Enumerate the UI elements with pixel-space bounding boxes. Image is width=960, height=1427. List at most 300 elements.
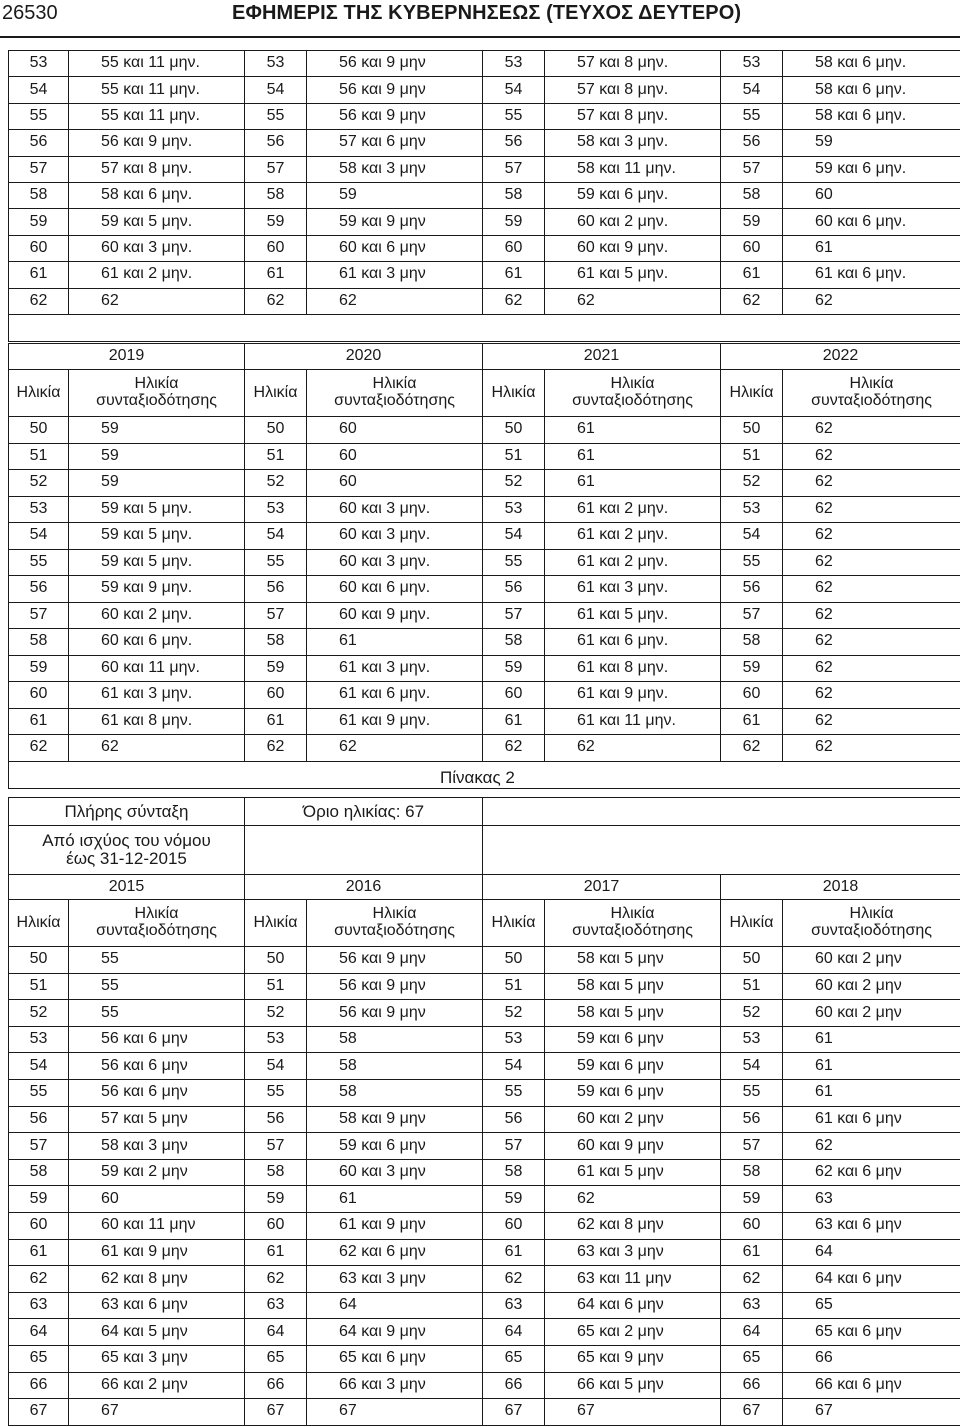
pension-age-cell: 66 και 6 μην [783, 1372, 960, 1399]
age-cell: 63 [721, 1292, 783, 1319]
age-cell: 62 [483, 1266, 545, 1293]
pension-age-cell: 60 [307, 443, 483, 470]
table-row [9, 629, 960, 656]
age-cell: 56 [9, 576, 69, 603]
pension-age-cell: 59 και 6 μην [545, 1053, 721, 1080]
pension-age-cell: 62 [69, 288, 245, 314]
pension-age-cell: 58 και 5 μην [545, 947, 721, 974]
age-cell: 55 [9, 549, 69, 576]
age-cell: 65 [9, 1345, 69, 1372]
year-header: 2017 [483, 875, 721, 900]
pension-age-cell: 60 [783, 182, 960, 208]
pension-age-cell: 57 και 8 μην. [545, 103, 721, 129]
pension-age-cell: 61 και 8 μην. [69, 708, 245, 735]
pension-age-cell: 58 και 6 μην. [783, 51, 960, 77]
age-cell: 58 [9, 629, 69, 656]
pension-age-cell: 62 [783, 496, 960, 523]
pension-age-cell: 59 [69, 470, 245, 497]
age-table-2019-2022 [8, 343, 960, 789]
pension-age-cell: 60 και 3 μην. [69, 235, 245, 261]
pension-age-column-header: Ηλικία συνταξιοδότησης [307, 900, 483, 947]
pension-age-cell: 62 [69, 735, 245, 762]
age-cell: 58 [721, 629, 783, 656]
age-cell: 53 [9, 51, 69, 77]
pension-age-cell: 65 και 2 μην [545, 1319, 721, 1346]
pension-age-cell: 61 και 5 μην [545, 1159, 721, 1186]
age-column-header: Ηλικία [245, 370, 307, 417]
year-header: 2022 [721, 344, 960, 370]
table-row [9, 209, 960, 235]
age-cell: 51 [721, 443, 783, 470]
pension-age-cell: 60 και 3 μην. [307, 523, 483, 550]
pension-age-cell: 62 [783, 629, 960, 656]
age-cell: 57 [483, 602, 545, 629]
pension-age-cell: 61 και 3 μην. [545, 576, 721, 603]
age-cell: 58 [721, 182, 783, 208]
pension-age-cell: 63 και 11 μην [545, 1266, 721, 1293]
age-cell: 53 [245, 496, 307, 523]
pension-age-cell: 62 [783, 576, 960, 603]
age-cell: 61 [483, 262, 545, 288]
age-cell: 67 [9, 1399, 69, 1426]
table-row [9, 130, 960, 156]
table-row [9, 1053, 960, 1080]
age-cell: 53 [721, 496, 783, 523]
age-cell: 55 [245, 1079, 307, 1106]
pension-age-cell: 61 και 6 μην [783, 1106, 960, 1133]
age-cell: 60 [721, 682, 783, 709]
pension-age-cell: 62 [783, 417, 960, 444]
age-cell: 52 [245, 1000, 307, 1027]
age-cell: 50 [245, 947, 307, 974]
table-row [9, 156, 960, 182]
pension-age-cell: 55 και 11 μην. [69, 103, 245, 129]
page-header [0, 0, 960, 40]
age-cell: 55 [483, 103, 545, 129]
age-cell: 64 [245, 1319, 307, 1346]
age-cell: 60 [483, 1212, 545, 1239]
pension-age-cell: 63 και 6 μην [69, 1292, 245, 1319]
age-cell: 53 [245, 1026, 307, 1053]
age-column-header: Ηλικία [721, 900, 783, 947]
age-cell: 59 [9, 1186, 69, 1213]
pension-age-cell: 59 και 6 μην. [783, 156, 960, 182]
pension-age-cell: 58 και 11 μην. [545, 156, 721, 182]
effective-period-row [9, 826, 960, 875]
age-cell: 54 [721, 523, 783, 550]
pension-age-cell: 61 [783, 1079, 960, 1106]
age-cell: 66 [721, 1372, 783, 1399]
pension-age-cell: 56 και 9 μην [307, 1000, 483, 1027]
pension-age-cell: 63 [783, 1186, 960, 1213]
age-cell: 57 [9, 156, 69, 182]
pension-age-cell: 62 [545, 1186, 721, 1213]
age-cell: 60 [245, 1212, 307, 1239]
age-cell: 57 [721, 1133, 783, 1160]
pension-age-cell: 66 [783, 1345, 960, 1372]
pension-age-cell: 62 και 8 μην [545, 1212, 721, 1239]
table-row [9, 523, 960, 550]
table-row [9, 470, 960, 497]
column-header-group [9, 900, 960, 947]
pension-age-cell: 60 [69, 1186, 245, 1213]
pension-age-cell: 62 [783, 602, 960, 629]
table-row [9, 1133, 960, 1160]
age-cell: 54 [9, 523, 69, 550]
age-cell: 60 [9, 682, 69, 709]
pension-age-cell: 60 και 3 μην. [307, 496, 483, 523]
age-cell: 52 [483, 1000, 545, 1027]
pension-age-cell: 55 [69, 947, 245, 974]
pension-age-cell: 62 [545, 735, 721, 762]
age-cell: 56 [483, 576, 545, 603]
pension-age-cell: 62 [783, 708, 960, 735]
pension-age-cell: 58 και 6 μην. [783, 77, 960, 103]
age-cell: 67 [245, 1399, 307, 1426]
table-row [9, 708, 960, 735]
age-cell: 53 [9, 1026, 69, 1053]
pension-age-cell: 60 και 9 μην. [307, 602, 483, 629]
pension-age-cell: 60 και 2 μην [783, 947, 960, 974]
age-cell: 62 [245, 735, 307, 762]
age-cell: 56 [245, 1106, 307, 1133]
pension-age-cell: 61 και 9 μην. [545, 682, 721, 709]
age-cell: 56 [721, 130, 783, 156]
age-cell: 53 [9, 496, 69, 523]
pension-age-cell: 66 και 5 μην [545, 1372, 721, 1399]
pension-age-cell: 56 και 9 μην [307, 973, 483, 1000]
table-row [9, 1026, 960, 1053]
age-cell: 59 [721, 655, 783, 682]
age-cell: 61 [245, 1239, 307, 1266]
age-cell: 52 [9, 470, 69, 497]
year-header: 2019 [9, 344, 245, 370]
age-cell: 64 [483, 1319, 545, 1346]
pension-age-cell: 60 και 2 μην [783, 973, 960, 1000]
table-row [9, 235, 960, 261]
age-cell: 50 [9, 947, 69, 974]
table-row [9, 655, 960, 682]
pension-age-cell: 62 [783, 523, 960, 550]
age-cell: 67 [721, 1399, 783, 1426]
pension-age-cell: 63 και 6 μην [783, 1212, 960, 1239]
age-cell: 58 [483, 1159, 545, 1186]
age-cell: 52 [245, 470, 307, 497]
age-cell: 54 [483, 1053, 545, 1080]
age-cell: 60 [245, 235, 307, 261]
pension-age-cell: 59 και 6 μην [545, 1079, 721, 1106]
age-cell: 65 [245, 1345, 307, 1372]
pension-age-cell: 60 και 6 μην [307, 235, 483, 261]
pension-age-cell: 60 και 2 μην. [545, 209, 721, 235]
age-cell: 55 [483, 1079, 545, 1106]
pension-age-column-header: Ηλικία συνταξιοδότησης [783, 370, 960, 417]
pension-age-cell: 59 και 5 μην. [69, 209, 245, 235]
age-cell: 60 [9, 235, 69, 261]
age-cell: 59 [721, 209, 783, 235]
effective-period-label: Από ισχύος του νόμου έως 31-12-2015 [9, 826, 245, 875]
pension-age-cell: 57 και 6 μην [307, 130, 483, 156]
age-cell: 54 [9, 1053, 69, 1080]
age-table-2015-2018 [8, 797, 960, 1426]
table-row [9, 1212, 960, 1239]
age-cell: 65 [483, 1345, 545, 1372]
pension-age-cell: 61 και 3 μην. [69, 682, 245, 709]
age-cell: 55 [721, 103, 783, 129]
age-cell: 51 [245, 443, 307, 470]
age-cell: 60 [721, 1212, 783, 1239]
pension-age-cell: 61 και 9 μην. [307, 708, 483, 735]
pension-age-cell: 60 και 6 μην. [307, 576, 483, 603]
table-row [9, 1319, 960, 1346]
age-cell: 62 [245, 288, 307, 314]
age-cell: 60 [9, 1212, 69, 1239]
age-cell: 67 [483, 1399, 545, 1426]
pension-age-cell: 67 [783, 1399, 960, 1426]
pension-age-cell: 60 και 11 μην [69, 1212, 245, 1239]
year-header-row [9, 344, 960, 370]
pension-age-cell: 61 και 5 μην. [545, 602, 721, 629]
year-header-row [9, 875, 960, 900]
table-row [9, 103, 960, 129]
age-cell: 54 [245, 77, 307, 103]
table-row [9, 576, 960, 603]
pension-age-cell: 61 [545, 417, 721, 444]
pension-age-cell: 61 και 6 μην. [545, 629, 721, 656]
pension-age-cell: 60 [307, 417, 483, 444]
age-column-header: Ηλικία [9, 900, 69, 947]
age-cell: 50 [245, 417, 307, 444]
table-spacer-row [9, 314, 960, 341]
age-cell: 61 [721, 1239, 783, 1266]
pension-age-cell: 56 και 9 μην [307, 103, 483, 129]
pension-age-cell: 61 [545, 470, 721, 497]
age-cell: 59 [9, 655, 69, 682]
age-cell: 54 [245, 523, 307, 550]
age-cell: 58 [721, 1159, 783, 1186]
age-cell: 62 [9, 1266, 69, 1293]
age-limit-label: Όριο ηλικίας: 67 [245, 798, 483, 826]
pension-age-cell: 63 και 3 μην [545, 1239, 721, 1266]
age-cell: 55 [721, 1079, 783, 1106]
age-cell: 54 [483, 523, 545, 550]
age-cell: 59 [9, 209, 69, 235]
pension-age-cell: 62 [783, 682, 960, 709]
age-cell: 52 [721, 1000, 783, 1027]
pension-age-cell: 59 [783, 130, 960, 156]
age-cell: 57 [245, 1133, 307, 1160]
pension-age-cell: 59 [69, 443, 245, 470]
age-cell: 60 [483, 235, 545, 261]
table-row [9, 1159, 960, 1186]
age-cell: 55 [245, 549, 307, 576]
pension-age-cell: 60 [307, 470, 483, 497]
age-column-header: Ηλικία [245, 900, 307, 947]
pension-age-cell: 61 [307, 629, 483, 656]
age-cell: 53 [245, 51, 307, 77]
age-cell: 60 [245, 682, 307, 709]
pension-age-cell: 59 και 9 μην [307, 209, 483, 235]
age-cell: 61 [9, 1239, 69, 1266]
table-row [9, 735, 960, 762]
age-cell: 56 [483, 130, 545, 156]
pension-age-cell: 58 [307, 1026, 483, 1053]
pension-age-cell: 64 [307, 1292, 483, 1319]
pension-age-cell: 59 και 6 μην [545, 1026, 721, 1053]
age-cell: 50 [483, 947, 545, 974]
table-row [9, 1345, 960, 1372]
age-cell: 63 [9, 1292, 69, 1319]
pension-age-cell: 60 και 3 μην [307, 1159, 483, 1186]
age-cell: 50 [721, 417, 783, 444]
pension-age-cell: 64 και 6 μην [545, 1292, 721, 1319]
pension-age-cell: 59 και 5 μην. [69, 523, 245, 550]
pension-age-cell: 64 [783, 1239, 960, 1266]
age-cell: 62 [483, 735, 545, 762]
age-cell: 56 [721, 576, 783, 603]
age-cell: 56 [9, 130, 69, 156]
pension-age-column-header: Ηλικία συνταξιοδότησης [545, 900, 721, 947]
age-cell: 64 [721, 1319, 783, 1346]
age-cell: 58 [245, 629, 307, 656]
pension-age-cell: 63 και 3 μην [307, 1266, 483, 1293]
age-cell: 58 [9, 1159, 69, 1186]
year-header: 2016 [245, 875, 483, 900]
age-cell: 55 [721, 549, 783, 576]
age-cell: 59 [245, 209, 307, 235]
table-row [9, 1239, 960, 1266]
age-cell: 53 [483, 1026, 545, 1053]
age-cell: 55 [483, 549, 545, 576]
pension-age-cell: 60 και 6 μην. [783, 209, 960, 235]
age-cell: 52 [721, 470, 783, 497]
pension-age-cell: 62 [783, 470, 960, 497]
age-cell: 57 [9, 602, 69, 629]
pension-age-cell: 61 [307, 1186, 483, 1213]
pension-age-cell: 61 [783, 1026, 960, 1053]
age-cell: 57 [721, 156, 783, 182]
pension-age-cell: 57 και 8 μην. [545, 77, 721, 103]
table-row [9, 973, 960, 1000]
pension-age-cell: 61 [545, 443, 721, 470]
header-rule [0, 36, 960, 38]
age-cell: 55 [9, 103, 69, 129]
age-cell: 62 [245, 1266, 307, 1293]
pension-age-cell: 59 και 5 μην. [69, 496, 245, 523]
age-cell: 62 [483, 288, 545, 314]
age-cell: 53 [721, 1026, 783, 1053]
age-cell: 55 [245, 103, 307, 129]
age-cell: 50 [9, 417, 69, 444]
age-cell: 51 [9, 973, 69, 1000]
pension-age-cell: 62 και 6 μην [307, 1239, 483, 1266]
table-row [9, 1372, 960, 1399]
age-cell: 57 [9, 1133, 69, 1160]
pension-age-cell: 65 και 6 μην [307, 1345, 483, 1372]
full-pension-label: Πλήρης σύνταξη [9, 798, 245, 826]
table-row [9, 417, 960, 444]
table-row [9, 549, 960, 576]
age-cell: 51 [483, 973, 545, 1000]
age-column-header: Ηλικία [721, 370, 783, 417]
pension-age-cell: 65 [783, 1292, 960, 1319]
age-cell: 53 [721, 51, 783, 77]
pension-age-cell: 61 [783, 235, 960, 261]
age-cell: 61 [245, 262, 307, 288]
pension-age-cell: 59 [307, 182, 483, 208]
age-column-header: Ηλικία [483, 900, 545, 947]
table-row [9, 947, 960, 974]
pension-age-cell: 58 [307, 1053, 483, 1080]
age-cell: 62 [721, 1266, 783, 1293]
age-cell: 61 [483, 708, 545, 735]
pension-age-cell: 58 και 5 μην [545, 973, 721, 1000]
age-cell: 53 [483, 496, 545, 523]
age-cell: 59 [483, 209, 545, 235]
age-cell: 66 [9, 1372, 69, 1399]
pension-age-cell: 60 και 11 μην. [69, 655, 245, 682]
age-cell: 54 [721, 77, 783, 103]
pension-age-cell: 60 και 9 μην. [545, 235, 721, 261]
age-table-continued [8, 50, 960, 342]
column-header-group [9, 370, 960, 417]
age-cell: 66 [483, 1372, 545, 1399]
age-cell: 54 [9, 77, 69, 103]
gazette-title: ΕΦΗΜΕΡΙΣ ΤΗΣ ΚΥΒΕΡΝΗΣΕΩΣ (ΤΕΥΧΟΣ ΔΕΥΤΕΡΟ) [232, 2, 742, 24]
pension-age-cell: 61 και 2 μην. [545, 549, 721, 576]
pension-age-cell: 56 και 9 μην [307, 77, 483, 103]
age-cell: 50 [483, 417, 545, 444]
age-cell: 51 [9, 443, 69, 470]
column-header-row [9, 900, 960, 947]
pension-age-cell: 65 και 6 μην [783, 1319, 960, 1346]
pension-age-cell: 62 και 8 μην [69, 1266, 245, 1293]
age-cell: 61 [245, 708, 307, 735]
pension-age-cell: 62 [783, 549, 960, 576]
age-cell: 62 [9, 288, 69, 314]
pension-age-cell: 60 και 9 μην [545, 1133, 721, 1160]
pension-age-cell: 61 και 5 μην. [545, 262, 721, 288]
pension-age-cell: 66 και 3 μην [307, 1372, 483, 1399]
age-cell: 61 [721, 262, 783, 288]
pension-age-cell: 55 [69, 1000, 245, 1027]
pension-age-cell: 67 [545, 1399, 721, 1426]
pension-age-cell: 62 [545, 288, 721, 314]
pension-age-cell: 55 [69, 973, 245, 1000]
pension-age-cell: 65 και 9 μην [545, 1345, 721, 1372]
age-cell: 58 [483, 182, 545, 208]
age-column-header: Ηλικία [9, 370, 69, 417]
age-cell: 56 [483, 1106, 545, 1133]
pension-age-cell: 60 και 2 μην. [69, 602, 245, 629]
pension-age-cell: 62 [783, 1133, 960, 1160]
pension-age-cell: 67 [307, 1399, 483, 1426]
pension-age-cell: 59 [69, 417, 245, 444]
pension-age-cell: 61 και 11 μην. [545, 708, 721, 735]
pension-age-column-header: Ηλικία συνταξιοδότησης [307, 370, 483, 417]
age-cell: 59 [245, 655, 307, 682]
pension-age-cell: 59 και 2 μην [69, 1159, 245, 1186]
age-cell: 51 [721, 973, 783, 1000]
pension-age-cell: 56 και 6 μην [69, 1053, 245, 1080]
pension-age-cell: 61 [783, 1053, 960, 1080]
age-cell: 57 [245, 156, 307, 182]
pension-age-column-header: Ηλικία συνταξιοδότησης [545, 370, 721, 417]
pension-age-cell: 61 και 9 μην [307, 1212, 483, 1239]
table-row [9, 288, 960, 314]
year-header: 2018 [721, 875, 960, 900]
pension-age-cell: 56 και 6 μην [69, 1079, 245, 1106]
